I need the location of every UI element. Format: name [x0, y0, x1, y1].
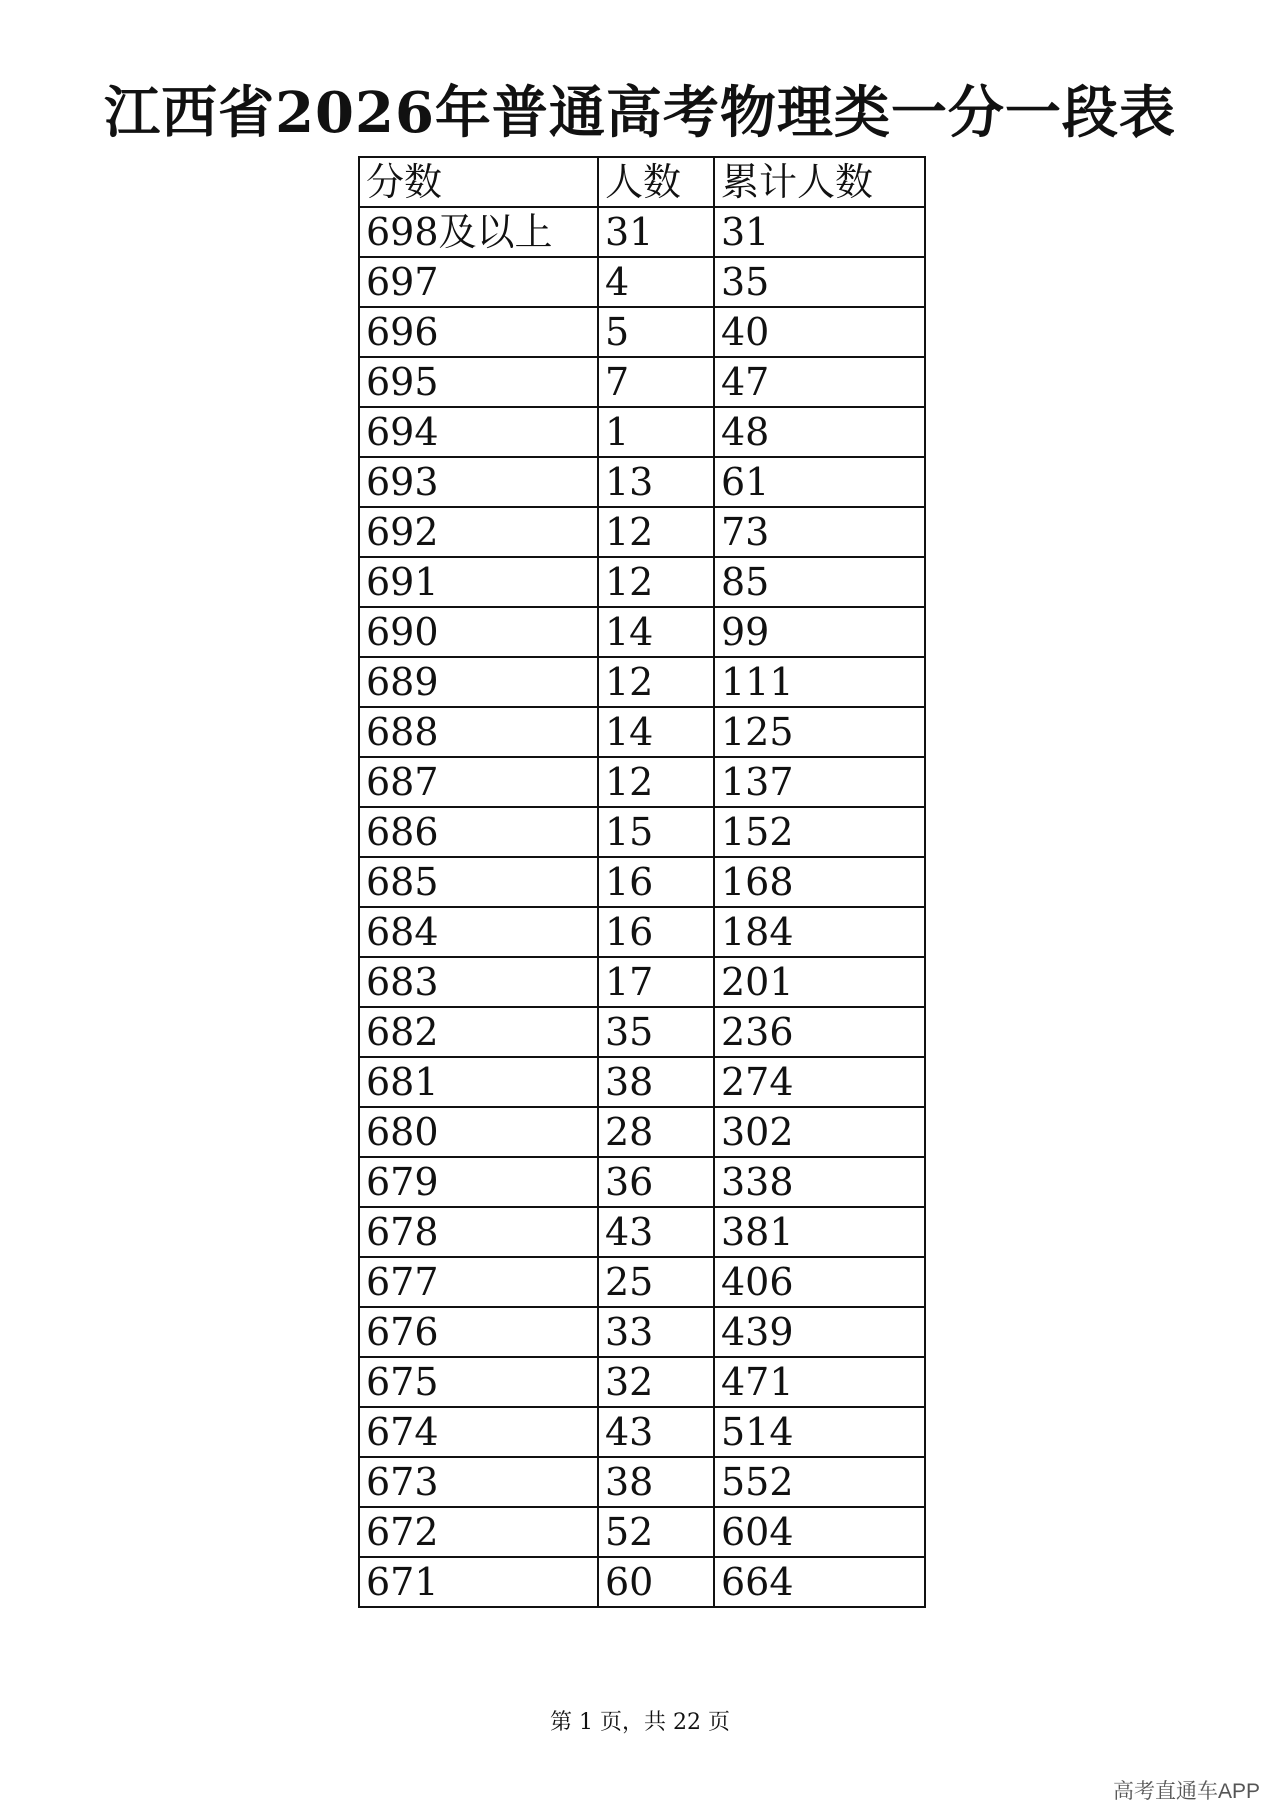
cell-cumulative: 40 [714, 307, 925, 357]
cell-score: 692 [359, 507, 598, 557]
cell-score: 686 [359, 807, 598, 857]
cell-score: 682 [359, 1007, 598, 1057]
cell-cumulative: 35 [714, 257, 925, 307]
header-count: 人数 [598, 157, 714, 207]
table-header-row [359, 157, 925, 207]
cell-cumulative: 274 [714, 1057, 925, 1107]
cell-count: 14 [598, 607, 714, 657]
table-row [359, 657, 925, 707]
cell-count: 7 [598, 357, 714, 407]
table-row [359, 257, 925, 307]
cell-cumulative: 73 [714, 507, 925, 557]
cell-cumulative: 125 [714, 707, 925, 757]
cell-cumulative: 471 [714, 1357, 925, 1407]
cell-cumulative: 137 [714, 757, 925, 807]
score-distribution-table [358, 156, 926, 1608]
cell-count: 25 [598, 1257, 714, 1307]
table-row [359, 1057, 925, 1107]
cell-score: 675 [359, 1357, 598, 1407]
table-row [359, 457, 925, 507]
cell-cumulative: 99 [714, 607, 925, 657]
table-row [359, 957, 925, 1007]
cell-count: 5 [598, 307, 714, 357]
table-row [359, 1457, 925, 1507]
cell-cumulative: 48 [714, 407, 925, 457]
table-row [359, 407, 925, 457]
table-row [359, 1257, 925, 1307]
cell-count: 28 [598, 1107, 714, 1157]
cell-score: 685 [359, 857, 598, 907]
page-footer: 第 1 页，共 22 页 [550, 1710, 730, 1735]
table-row [359, 1357, 925, 1407]
cell-score: 674 [359, 1407, 598, 1457]
table-row [359, 1007, 925, 1057]
cell-score: 679 [359, 1157, 598, 1207]
cell-score: 678 [359, 1207, 598, 1257]
header-cumulative: 累计人数 [714, 157, 925, 207]
table-row [359, 207, 925, 257]
table-body [359, 207, 925, 1607]
table-row [359, 707, 925, 757]
cell-score: 683 [359, 957, 598, 1007]
cell-cumulative: 514 [714, 1407, 925, 1457]
cell-cumulative: 664 [714, 1557, 925, 1607]
watermark-text: 高考直通车APP [1112, 1780, 1260, 1803]
cell-cumulative: 201 [714, 957, 925, 1007]
cell-cumulative: 184 [714, 907, 925, 957]
cell-count: 13 [598, 457, 714, 507]
table-row [359, 1157, 925, 1207]
cell-score: 672 [359, 1507, 598, 1557]
cell-cumulative: 439 [714, 1307, 925, 1357]
cell-cumulative: 406 [714, 1257, 925, 1307]
cell-count: 12 [598, 757, 714, 807]
cell-score: 684 [359, 907, 598, 957]
cell-score: 681 [359, 1057, 598, 1107]
cell-score: 694 [359, 407, 598, 457]
cell-score: 687 [359, 757, 598, 807]
table-row [359, 607, 925, 657]
cell-score: 671 [359, 1557, 598, 1607]
cell-score: 676 [359, 1307, 598, 1357]
table-row [359, 357, 925, 407]
cell-score: 697 [359, 257, 598, 307]
cell-count: 52 [598, 1507, 714, 1557]
cell-count: 38 [598, 1457, 714, 1507]
table-row [359, 307, 925, 357]
cell-count: 43 [598, 1407, 714, 1457]
cell-score: 691 [359, 557, 598, 607]
header-score: 分数 [359, 157, 598, 207]
cell-count: 35 [598, 1007, 714, 1057]
table-row [359, 857, 925, 907]
cell-count: 16 [598, 907, 714, 957]
cell-score: 690 [359, 607, 598, 657]
cell-score: 689 [359, 657, 598, 707]
table-row [359, 1207, 925, 1257]
cell-count: 12 [598, 657, 714, 707]
table-row [359, 1557, 925, 1607]
cell-count: 31 [598, 207, 714, 257]
cell-count: 43 [598, 1207, 714, 1257]
cell-count: 12 [598, 557, 714, 607]
cell-count: 32 [598, 1357, 714, 1407]
table-row [359, 507, 925, 557]
table-row [359, 557, 925, 607]
cell-cumulative: 61 [714, 457, 925, 507]
cell-count: 33 [598, 1307, 714, 1357]
cell-cumulative: 604 [714, 1507, 925, 1557]
table-row [359, 1407, 925, 1457]
cell-cumulative: 31 [714, 207, 925, 257]
cell-cumulative: 338 [714, 1157, 925, 1207]
cell-cumulative: 168 [714, 857, 925, 907]
cell-cumulative: 552 [714, 1457, 925, 1507]
cell-cumulative: 381 [714, 1207, 925, 1257]
cell-cumulative: 152 [714, 807, 925, 857]
cell-score: 698及以上 [359, 207, 598, 257]
cell-count: 60 [598, 1557, 714, 1607]
cell-cumulative: 111 [714, 657, 925, 707]
cell-score: 677 [359, 1257, 598, 1307]
cell-count: 16 [598, 857, 714, 907]
cell-count: 1 [598, 407, 714, 457]
table-row [359, 757, 925, 807]
cell-count: 17 [598, 957, 714, 1007]
table-row [359, 907, 925, 957]
cell-cumulative: 302 [714, 1107, 925, 1157]
cell-count: 14 [598, 707, 714, 757]
cell-cumulative: 236 [714, 1007, 925, 1057]
cell-cumulative: 47 [714, 357, 925, 407]
cell-score: 695 [359, 357, 598, 407]
cell-score: 680 [359, 1107, 598, 1157]
cell-count: 4 [598, 257, 714, 307]
cell-score: 696 [359, 307, 598, 357]
score-table-container [358, 156, 926, 1608]
cell-count: 38 [598, 1057, 714, 1107]
table-row [359, 1107, 925, 1157]
cell-count: 12 [598, 507, 714, 557]
table-row [359, 807, 925, 857]
cell-score: 688 [359, 707, 598, 757]
cell-count: 36 [598, 1157, 714, 1207]
table-row [359, 1507, 925, 1557]
cell-score: 693 [359, 457, 598, 507]
page-title: 江西省2026年普通高考物理类一分一段表 [104, 80, 1176, 146]
cell-cumulative: 85 [714, 557, 925, 607]
cell-score: 673 [359, 1457, 598, 1507]
table-row [359, 1307, 925, 1357]
cell-count: 15 [598, 807, 714, 857]
